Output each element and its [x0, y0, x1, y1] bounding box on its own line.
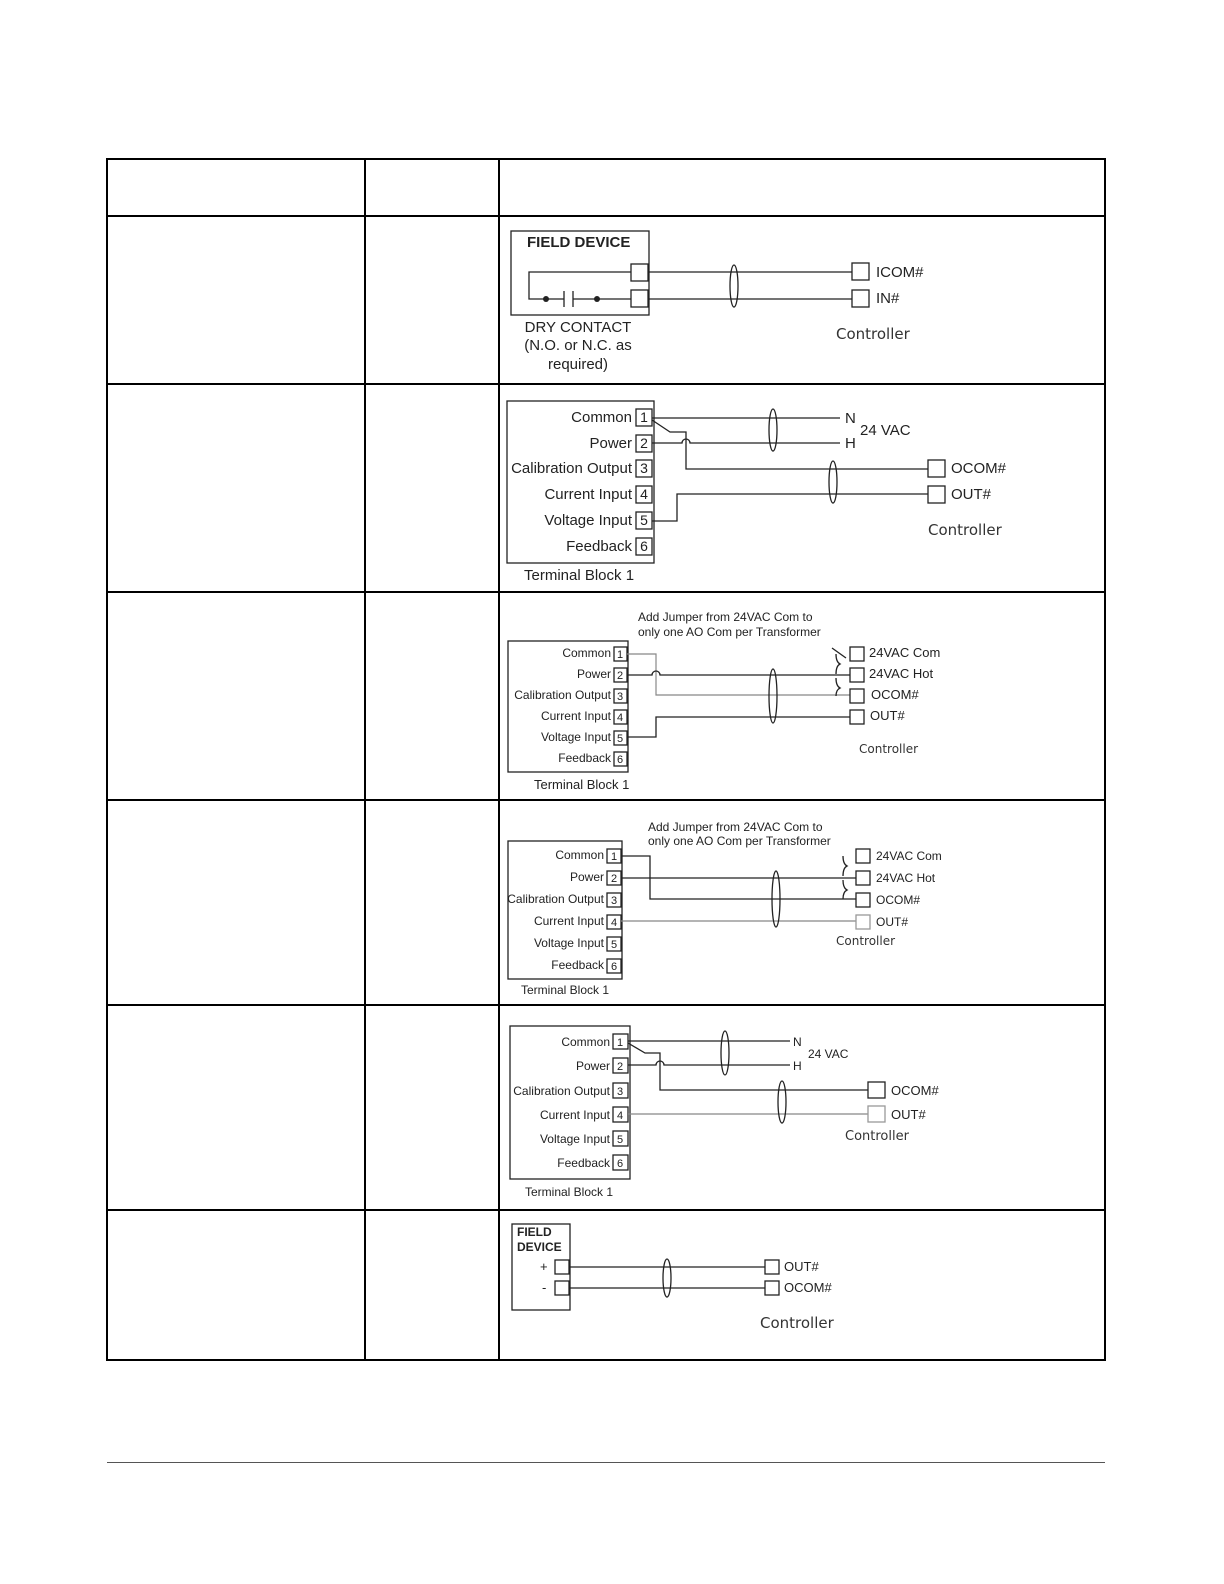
terminal-name: Power — [576, 667, 611, 681]
shield-symbol — [778, 1081, 786, 1123]
terminal-number: 6 — [616, 754, 624, 766]
terminal-name: Feedback — [557, 1156, 610, 1170]
terminal-number: 2 — [616, 1061, 624, 1073]
terminal-name: Common — [571, 409, 632, 426]
neutral-label: N — [793, 1035, 802, 1049]
terminal-number: 3 — [616, 691, 624, 703]
supply-label: 24 VAC — [860, 422, 911, 439]
shield-symbol — [769, 669, 777, 723]
diagram-actuator-shared-voltage — [508, 610, 940, 792]
diagram-dry-contact — [511, 231, 924, 373]
terminal-label: OCOM# — [876, 893, 921, 907]
terminal-name: Power — [569, 870, 604, 884]
terminal-name: Common — [555, 848, 604, 862]
terminal-name: Feedback — [558, 751, 611, 765]
terminal-label: OUT# — [870, 708, 905, 723]
terminal-block-label: Terminal Block 1 — [521, 983, 610, 997]
shield-symbol — [663, 1259, 671, 1297]
jumper-note: only one AO Com per Transformer — [648, 834, 831, 848]
terminal-number: 4 — [610, 917, 618, 929]
terminal-number: 4 — [616, 1110, 624, 1122]
terminal-number: 6 — [610, 961, 618, 973]
terminal-block-label: Terminal Block 1 — [524, 567, 635, 584]
dry-contact-label: DRY CONTACT — [524, 319, 632, 336]
terminal-icom — [852, 263, 869, 280]
terminal-name: Voltage Input — [544, 512, 632, 529]
controller-label: Controller — [836, 325, 910, 343]
dry-contact-label: (N.O. or N.C. as — [524, 337, 632, 354]
terminal-label: IN# — [876, 290, 900, 307]
terminal-name: Calibration Output — [513, 1084, 610, 1098]
terminal-number: 2 — [610, 873, 618, 885]
terminal-number: 2 — [616, 670, 624, 682]
terminal-label: OUT# — [876, 915, 909, 929]
controller-label: Controller — [928, 521, 1002, 539]
field-device-label: DEVICE — [517, 1240, 562, 1254]
terminal-name: Feedback — [551, 958, 604, 972]
terminal-number: 3 — [616, 1086, 624, 1098]
terminal-name: Calibration Output — [507, 892, 604, 906]
terminal-name: Voltage Input — [540, 730, 611, 744]
field-device-label: FIELD DEVICE — [527, 234, 631, 251]
diagram-actuator-shared-current — [507, 820, 942, 997]
jumper-note: Add Jumper from 24VAC Com to — [648, 820, 823, 834]
dry-contact-label: required) — [547, 356, 609, 373]
terminal-label: OCOM# — [891, 1083, 939, 1098]
terminal-name: Feedback — [566, 538, 632, 555]
jumper-note: Add Jumper from 24VAC Com to — [638, 610, 813, 624]
terminal-number: 2 — [640, 435, 648, 451]
terminal-label: OCOM# — [784, 1280, 832, 1295]
terminal-name: Common — [561, 1035, 610, 1049]
terminal-name: Current Input — [533, 914, 604, 928]
terminal-name: Power — [575, 1059, 610, 1073]
diagram-field-device-output — [512, 1224, 835, 1332]
controller-label: Controller — [760, 1314, 834, 1332]
shield-symbol — [769, 409, 777, 451]
terminal-number: 4 — [640, 486, 648, 502]
terminal-number: 5 — [640, 512, 648, 528]
jumper-note: only one AO Com per Transformer — [638, 625, 821, 639]
terminal-block-label: Terminal Block 1 — [534, 777, 630, 792]
hot-label: H — [793, 1059, 802, 1073]
terminal-label: 24VAC Hot — [869, 666, 934, 681]
terminal-number: 5 — [616, 733, 624, 745]
terminal-name: Current Input — [544, 486, 632, 503]
shield-symbol — [829, 461, 837, 503]
terminal-name: Current Input — [539, 1108, 610, 1122]
terminal-label: OCOM# — [951, 460, 1007, 477]
terminal-number: 1 — [610, 851, 618, 863]
terminal-name: Current Input — [540, 709, 611, 723]
terminal-name: Calibration Output — [511, 460, 632, 477]
supply-label: 24 VAC — [808, 1047, 849, 1061]
terminal-label: 24VAC Com — [876, 849, 942, 863]
terminal-number: 5 — [610, 939, 618, 951]
diagram-actuator-24vac-voltage — [507, 401, 1007, 584]
terminal-label: 24VAC Hot — [876, 871, 936, 885]
terminal-label: OUT# — [784, 1259, 819, 1274]
terminal-in — [852, 290, 869, 307]
terminal-label: ICOM# — [876, 264, 924, 281]
terminal-name: Power — [589, 435, 632, 452]
terminal-label: 24VAC Com — [869, 645, 941, 660]
terminal-number: 3 — [610, 895, 618, 907]
neutral-label: N — [845, 410, 856, 427]
hot-label: H — [845, 435, 856, 452]
terminal-number: 1 — [640, 409, 648, 425]
field-device-label: FIELD — [517, 1225, 552, 1239]
terminal-number: 5 — [616, 1134, 624, 1146]
terminal-number: 6 — [640, 538, 648, 554]
shield-symbol — [721, 1031, 729, 1075]
controller-label: Controller — [836, 934, 896, 948]
terminal-name: Voltage Input — [539, 1132, 610, 1146]
terminal-label: OUT# — [891, 1107, 926, 1122]
terminal-label: OUT# — [951, 486, 992, 503]
footer-divider — [107, 1462, 1105, 1463]
controller-label: Controller — [859, 742, 919, 756]
shield-symbol — [730, 265, 738, 307]
terminal-name: Common — [562, 646, 611, 660]
terminal-number: 1 — [616, 649, 624, 661]
polarity-label: - — [542, 1280, 547, 1295]
terminal-label: OCOM# — [871, 687, 919, 702]
terminal-name: Voltage Input — [533, 936, 604, 950]
diagram-actuator-24vac-current — [510, 1026, 939, 1199]
controller-label: Controller — [845, 1129, 909, 1144]
terminal-number: 4 — [616, 712, 624, 724]
terminal-number: 6 — [616, 1158, 624, 1170]
terminal-name: Calibration Output — [514, 688, 611, 702]
polarity-label: + — [540, 1259, 548, 1274]
terminal-number: 1 — [616, 1037, 624, 1049]
terminal-block-label: Terminal Block 1 — [525, 1185, 614, 1199]
terminal-number: 3 — [640, 460, 648, 476]
